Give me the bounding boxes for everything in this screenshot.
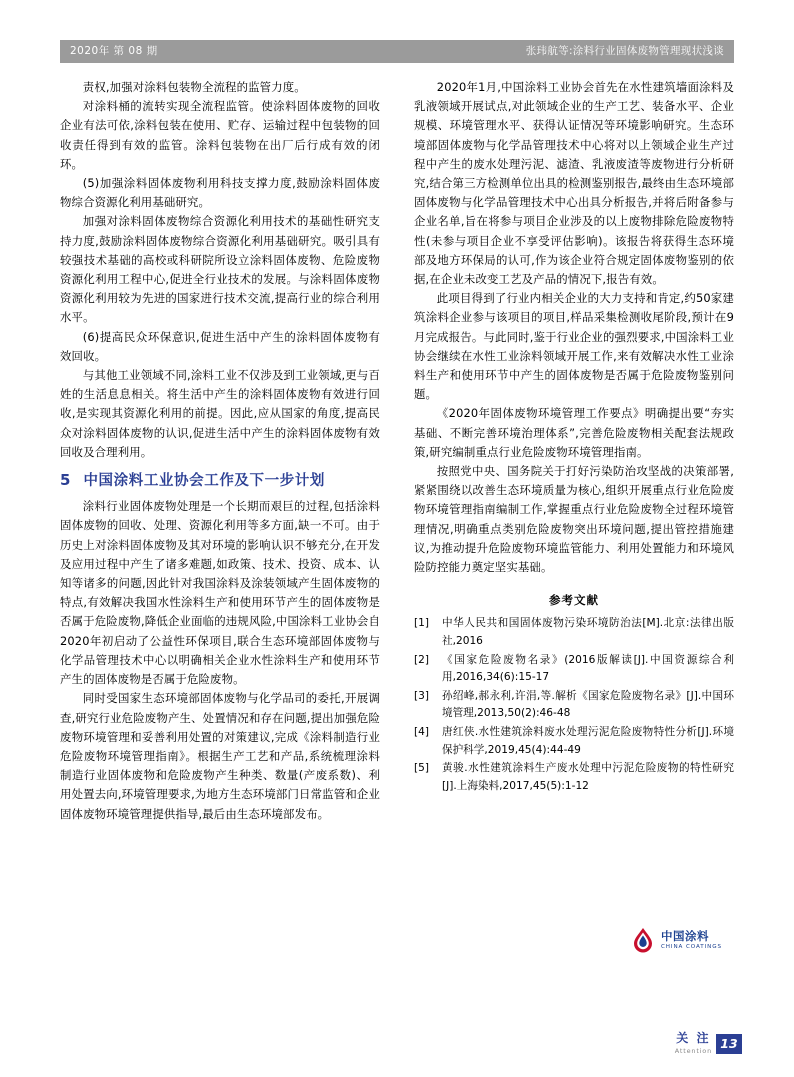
paragraph: 《2020年固体废物环境管理工作要点》明确提出要“夯实基础、不断完善环境治理体系”,完善危险废物相关配套法规政策,研究编制重点行业危险废物环境管理指南。	[414, 406, 734, 459]
header-article-title: 张玮航等:涂料行业固体废物管理现状浅谈	[525, 45, 724, 57]
reference-text: 黄骏.水性建筑涂料生产废水处理中污泥危险废物的特性研究[J].上海染料,2017,45(5):1-12	[442, 762, 734, 792]
reference-number: [4]	[414, 726, 430, 739]
paragraph: 与其他工业领域不同,涂料工业不仅涉及到工业领域,更与百姓的生活息息相关。将生活中产生的涂料固体废物有效进行回收,是实现其资源化利用的前提。因此,应从国家的角度,提高民众对涂料固体废物的认识,促进生活中产生的涂料固体废物有效回收及合理利用。	[60, 368, 380, 459]
reference-text: 《国家危险废物名录》(2016版解读[J].中国资源综合利用,2016,34(6):15-17	[442, 653, 734, 684]
reference-text: 孙绍峰,郝永利,许涓,等.解析《国家危险废物名录》[J].中国环境管理,2013,50(2):46-48	[442, 689, 734, 720]
paragraph: 加强对涂料固体废物综合资源化利用技术的基础性研究支持力度,鼓励涂料固体废物综合资源化利用基础研究。吸引具有较强技术基础的高校或科研院所设立涂料固体废物、危险废物资源化利用工程中心,促进全行业技术的发展。与涂料固体废物资源化利用较为先进的国家进行技术交流,提高行业的综合利用水平。	[60, 214, 380, 325]
paragraph: 此项目得到了行业内相关企业的大力支持和肯定,约50家建筑涂料企业参与该项目的项目,样品采集检测收尾阶段,预计在9月完成报告。与此同时,鉴于行业企业的强烈要求,中国涂料工业协会继续在水性工业涂料领域开展工作,来有效解决水性工业涂料生产和使用环节中产生的固体废物是否属于危险废物鉴别问题。	[414, 291, 734, 402]
paragraph: 同时受国家生态环境部固体废物与化学品司的委托,开展调查,研究行业危险废物产生、处置情况和存在问题,提出加强危险废物环境管理和妥善利用处置的对策建议,完成《涂料制造行业危险废物环境管理指南》。根据生产工艺和产品,系统梳理涂料制造行业固体废物和危险废物产生种类、数量(产废系数)、利用处置去向,环境管理要求,为地方生态环境部门日常监管和企业固体废物环境管理提供指导,最后由生态环境部发布。	[60, 691, 380, 821]
paragraph: 按照党中央、国务院关于打好污染防治攻坚战的决策部署,紧紧围绕以改善生态环境质量为核心,组织开展重点行业危险废物环境管理指南编制工作,掌握重点行业危险废物全过程环境管理情况,明确重点类别危险废物突出环境问题,提出管控措施建议,为推动提升危险废物环境监管能力、利用处置能力和环境风险防控能力奠定坚实基础。	[414, 464, 734, 575]
paragraph: 对涂料桶的流转实现全流程监管。使涂料固体废物的回收企业有法可依,涂料包装在使用、贮存、运输过程中包装物的回收责任得到有效的监管。涂料包装物在出厂后行成有效的闭环。	[60, 99, 380, 171]
left-column	[60, 78, 380, 824]
reference-number: [1]	[414, 617, 430, 630]
reference-item	[414, 615, 734, 650]
section-title: 中国涂料工业协会工作及下一步计划	[83, 473, 326, 490]
logo-text-cn: 中国涂料	[661, 929, 709, 943]
coatings-drop-icon	[630, 927, 656, 953]
page-number: 13	[716, 1034, 742, 1054]
references-title: 参考文献	[549, 593, 599, 608]
logo-text-en: CHINA COATINGS	[661, 944, 722, 950]
header-bar	[60, 40, 734, 62]
publisher-logo	[630, 925, 730, 959]
reference-number: [3]	[414, 689, 430, 702]
references-list	[414, 615, 734, 795]
section-number: 5	[60, 471, 71, 490]
reference-item	[414, 724, 734, 759]
right-column	[414, 78, 734, 796]
paragraph: 责权,加强对涂料包装物全流程的监管力度。	[82, 80, 306, 94]
paragraph: 2020年1月,中国涂料工业协会首先在水性建筑墙面涂料及乳液领域开展试点,对此领域企业的生产工艺、装备水平、企业规模、环境管理水平、获得认证情况等环境影响研究。生态环境部固体废物与化学品管理技术中心将对以上领域企业生产过程中产生的废水处理污泥、滤渣、乳液废渣等废物进行分析研究,结合第三方检测单位出具的检测鉴别报告,最终由生态环境部固体废物与化学品管理技术中心出具分析报告,并将后附备参与企业名单,旨在将参与项目企业涉及的以上废物排除危险废物特性(未参与项目企业不享受评估影响)。该报告将获得生态环境部及地方环保局的认可,作为该企业符合规定固体废物鉴别的依据,在企业未改变工艺及产品的情况下,报告有效。	[414, 80, 734, 287]
header-divider	[60, 62, 734, 63]
reference-item	[414, 760, 734, 795]
footer-section-en: Attention	[674, 1047, 712, 1055]
reference-text: 唐红侠.水性建筑涂料废水处理污泥危险废物特性分析[J].环境保护科学,2019,45(4):44-49	[442, 726, 734, 756]
reference-item	[414, 652, 734, 687]
reference-number: [5]	[414, 762, 430, 775]
page-footer	[675, 1029, 742, 1055]
paragraph: (6)提高民众环保意识,促进生活中产生的涂料固体废物有效回收。	[60, 329, 380, 363]
reference-item	[414, 688, 734, 723]
section-heading	[60, 471, 380, 491]
paragraph: (5)加强涂料固体废物利用科技支撑力度,鼓励涂料固体废物综合资源化利用基础研究。	[60, 176, 380, 210]
reference-number: [2]	[414, 653, 430, 666]
footer-section-cn: 关 注	[676, 1031, 711, 1045]
paragraph: 涂料行业固体废物处理是一个长期而艰巨的过程,包括涂料固体废物的回收、处理、资源化利用等多方面,缺一不可。由于历史上对涂料固体废物及其对环境的影响认识不够充分,在开发及应用过程中产生了诸多难题,如政策、技术、投资、成本、认知等诸多的问题,因此针对我国涂料及涂装领域产生固体废物的特点,有效解决我国水性涂料生产和使用环节产生的固体废物是否属于危险废物,降低企业面临的违规风险,中国涂料工业协会自2020年初启动了公益性环保项目,联合生态环境部固体废物与化学品管理技术中心以明确相关企业水性涂料生产和使用环节产生的固体废物是否属于危险废物。	[60, 499, 380, 687]
header-issue-text: 2020年 第 08 期	[70, 45, 158, 57]
page-header	[60, 40, 734, 66]
reference-text: 中华人民共和国固体废物污染环境防治法[M].北京:法律出版社,2016	[442, 617, 734, 648]
